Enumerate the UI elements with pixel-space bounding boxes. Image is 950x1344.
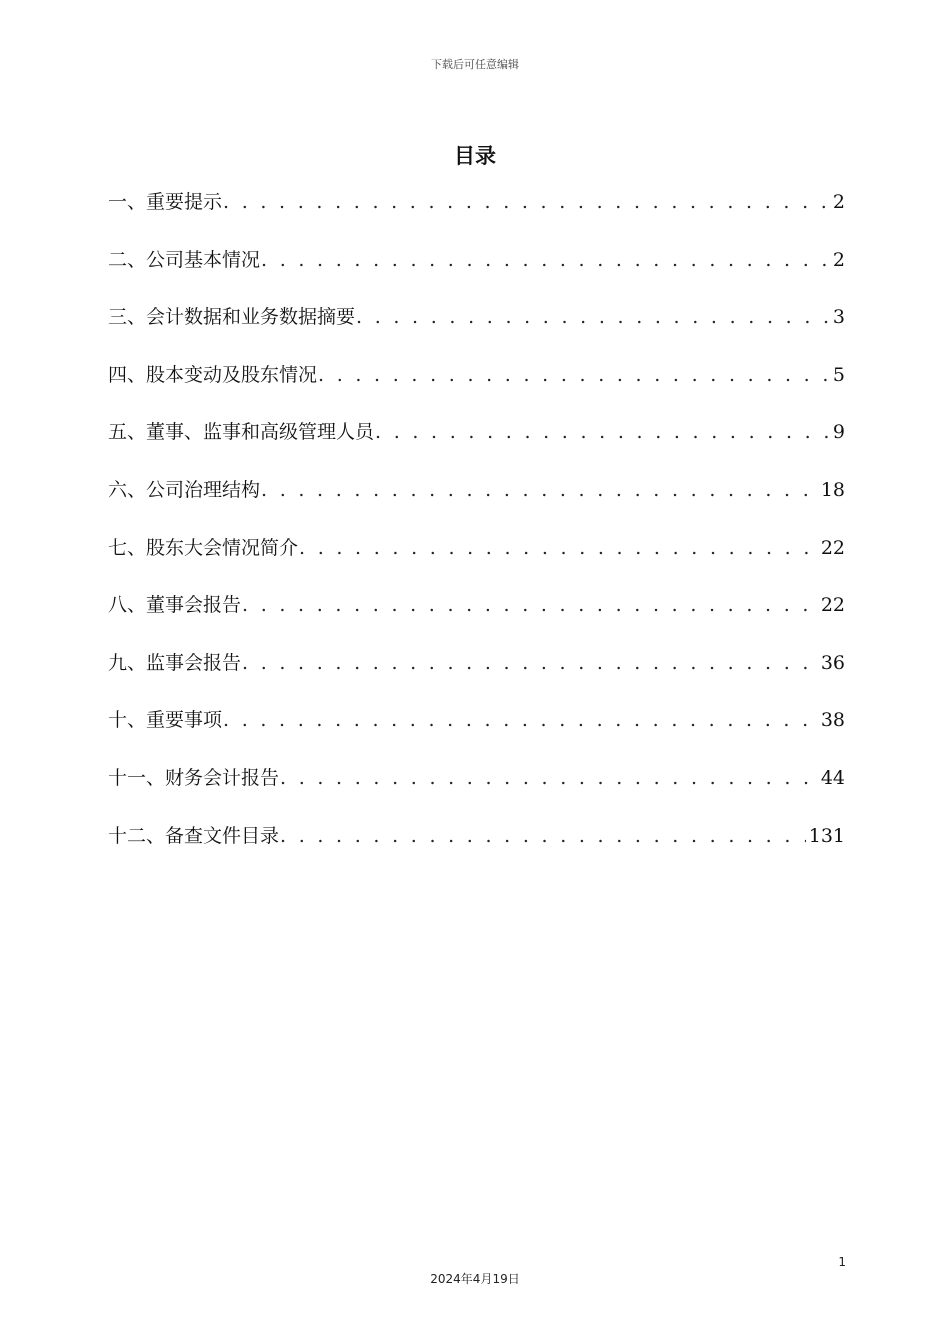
toc-entry-page: 22: [820, 594, 845, 617]
toc-entry-page: 38: [820, 709, 845, 732]
toc-entry-supervisory-report[interactable]: [108, 651, 845, 709]
toc-dot-leader: [261, 478, 818, 502]
toc-entry-label: 十一、财务会计报告: [108, 766, 280, 789]
toc-entry-page: 5: [832, 363, 845, 386]
toc-entry-label: 十二、备查文件目录: [108, 824, 280, 847]
toc-entry-shareholder-meeting[interactable]: [108, 536, 845, 594]
toc-entry-accounting-summary[interactable]: [108, 305, 845, 363]
toc-entry-significant-matters[interactable]: [108, 708, 845, 766]
toc-dot-leader: [318, 363, 830, 387]
toc-entry-label: 四、股本变动及股东情况: [108, 363, 318, 386]
page-number: 1: [838, 1255, 846, 1269]
toc-entry-page: 131: [808, 824, 845, 847]
toc-entry-page: 22: [820, 536, 845, 559]
toc-entry-label: 一、重要提示: [108, 191, 223, 213]
toc-dot-leader: [299, 536, 818, 560]
toc-entry-company-basics[interactable]: [108, 248, 845, 306]
toc-entry-page: 3: [832, 306, 845, 329]
toc-dot-leader: [223, 708, 818, 732]
toc-dot-leader: [280, 766, 818, 790]
header-note: 下载后可任意编辑: [431, 58, 519, 71]
toc-dot-leader: [242, 651, 818, 675]
toc-entry-page: 44: [820, 766, 845, 789]
toc-dot-leader: [223, 190, 830, 214]
toc-entry-label: 十、重要事项: [108, 709, 223, 732]
toc-dot-leader: [356, 305, 830, 329]
toc-dot-leader: [280, 824, 806, 848]
toc-entry-page: 18: [820, 478, 845, 501]
toc-entry-board-report[interactable]: [108, 593, 845, 651]
toc-entry-directors-officers[interactable]: [108, 420, 845, 478]
toc-entry-label: 六、公司治理结构: [108, 478, 261, 501]
toc-entry-reference-documents[interactable]: [108, 824, 845, 882]
toc-entry-corporate-governance[interactable]: [108, 478, 845, 536]
toc-entry-label: 八、董事会报告: [108, 594, 242, 617]
toc-entry-label: 七、股东大会情况简介: [108, 536, 299, 559]
toc-entry-label: 二、公司基本情况: [108, 248, 261, 271]
toc-title: 目录: [454, 144, 496, 168]
toc-entry-page: 2: [832, 191, 845, 213]
toc-entry-label: 三、会计数据和业务数据摘要: [108, 306, 356, 329]
toc-dot-leader: [261, 248, 830, 272]
toc-entry-label: 五、董事、监事和高级管理人员: [108, 421, 375, 444]
toc-entry-page: 36: [820, 651, 845, 674]
footer-date: 2024年4月19日: [430, 1272, 520, 1286]
toc-entry-share-capital[interactable]: [108, 363, 845, 421]
toc-dot-leader: [375, 420, 830, 444]
toc-entry-label: 九、监事会报告: [108, 651, 242, 674]
toc-entry-financial-report[interactable]: [108, 766, 845, 824]
toc-dot-leader: [242, 593, 818, 617]
toc-entry-page: 9: [832, 421, 845, 444]
toc-entry-page: 2: [832, 248, 845, 271]
toc-entry-important-notice[interactable]: [108, 190, 845, 248]
table-of-contents: [108, 190, 845, 881]
